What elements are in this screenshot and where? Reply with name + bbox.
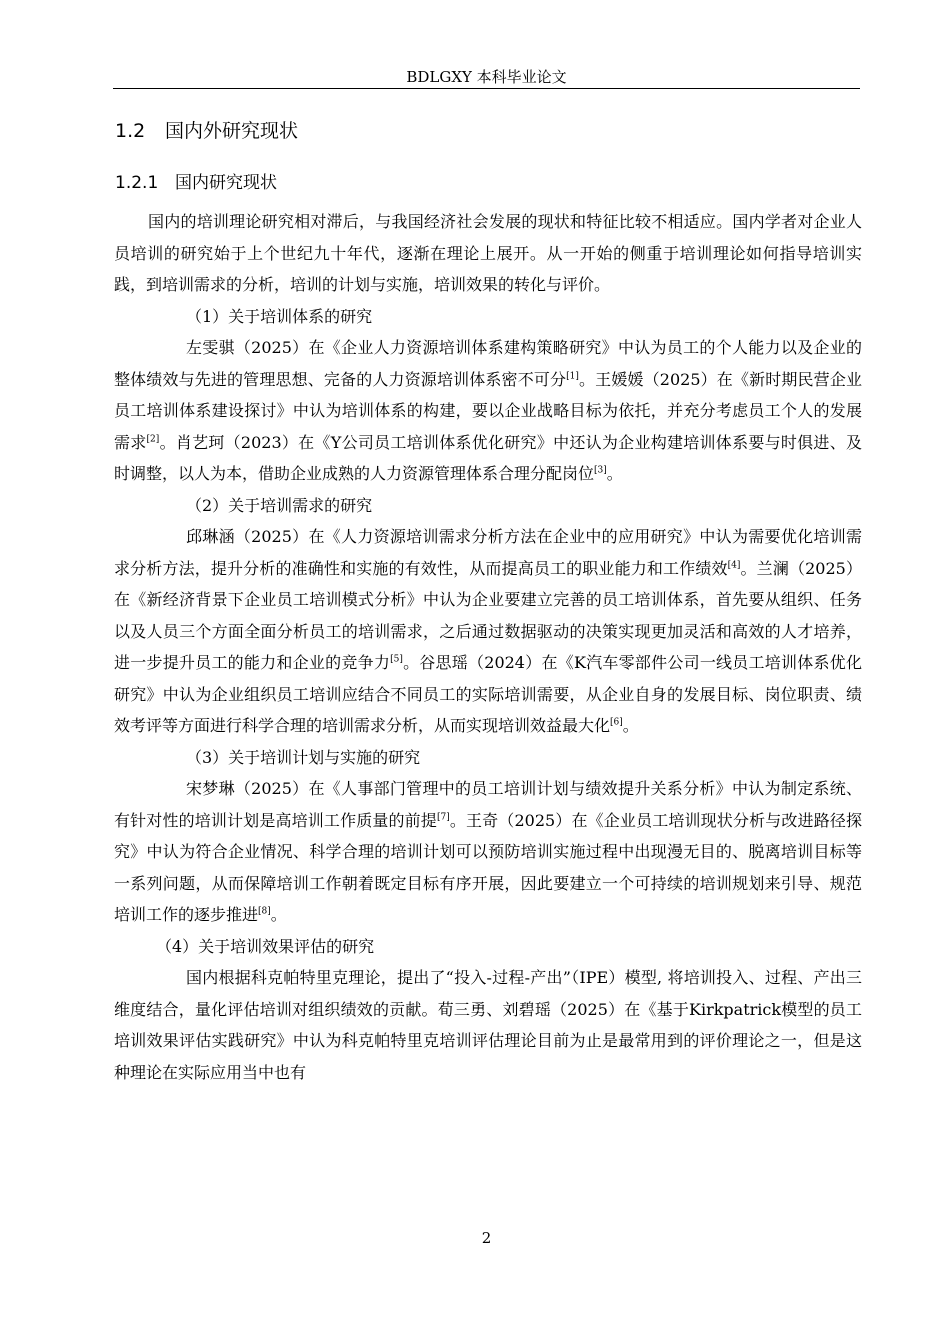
paragraph-training-plan: [114, 773, 862, 931]
header-rule: [113, 88, 860, 89]
subsection-title-training-system: （1）关于培训体系的研究: [186, 306, 373, 326]
page-number: 2: [481, 1229, 492, 1247]
section-heading-1-2: [115, 117, 298, 145]
citation-ref: [3]: [594, 465, 607, 476]
paragraph-text: 。谷思瑶（2024）在《K汽车零部件公司一线员工培训体系优化研究》中认为企业组织员工培训应结合不同员工的实际培训需要，从企业自身的发展目标、岗位职责、绩效考评等方面进行科学合理的培训需求分析，从而实现培训效益最大化: [114, 653, 862, 735]
paragraph-text: 。: [270, 905, 287, 924]
subsection-title-training-plan: （3）关于培训计划与实施的研究: [186, 747, 421, 767]
citation-ref: [7]: [436, 812, 450, 823]
paragraph-text: 。王奇（2025）在《企业员工培训现状分析与改进路径探究》中认为符合企业情况、科学合理的培训计划可以预防培训实施过程中出现漫无目的、脱离培训目标等一系列问题，从而保障培训工作朝着既定目标有序开展，因此要建立一个可持续的培训规划来引导、规范培训工作的逐步推进: [114, 810, 862, 924]
paragraph-text: 。: [622, 716, 639, 735]
paragraph-text: 。: [606, 464, 623, 483]
section-heading-1-2-1: [115, 169, 277, 197]
paragraph-training-needs: [114, 521, 862, 742]
paragraph-text: 邱琳涵（2025）在《人力资源培训需求分析方法在企业中的应用研究》中认为需要优化培训需求分析方法，提升分析的准确性和实施的有效性，从而提高员工的职业能力和工作绩效: [114, 527, 862, 578]
citation-ref: [2]: [146, 434, 160, 445]
citation-ref: [5]: [390, 654, 403, 665]
citation-ref: [4]: [727, 560, 741, 571]
citation-ref: [8]: [258, 906, 271, 917]
heading-title: 国内研究现状: [175, 173, 277, 193]
subsection-title-training-needs: （2）关于培训需求的研究: [186, 495, 373, 515]
paragraph-text: 。兰澜（2025）在《新经济背景下企业员工培训模式分析》中认为企业要建立完善的员工培训体系，首先要从组织、任务以及人员三个方面全面分析员工的培训需求，之后通过数据驱动的决策实现更加灵活和高效的人才培养，进一步提升员工的能力和企业的竞争力: [114, 558, 862, 672]
paragraph-training-system: [114, 332, 862, 490]
heading-title: 国内外研究现状: [165, 120, 299, 142]
page-header: BDLGXY 本科毕业论文: [406, 68, 567, 86]
citation-ref: [1]: [566, 371, 579, 382]
paragraph-text: 左雯骐（2025）在《企业人力资源培训体系建构策略研究》中认为员工的个人能力以及企业的整体绩效与先进的管理思想、完备的人力资源培训体系密不可分: [114, 338, 862, 389]
paragraph-text: 宋梦琳（2025）在《人事部门管理中的员工培训计划与绩效提升关系分析》中认为制定系统、 有针对性的培训计划是高培训工作质量的前提: [114, 779, 862, 830]
paragraph-text: 。肖艺珂（2023）在《Y公司员工培训体系优化研究》中还认为企业构建培训体系要与时俱进、及时调整，以人为本，借助企业成熟的人力资源管理体系合理分配岗位: [114, 432, 862, 483]
paragraph-text: 。王媛媛（2025）在《新时期民营企业员工培训体系建设探讨》中认为培训体系的构建，要以企业战略目标为依托，并充分考虑员工个人的发展需求: [114, 369, 862, 452]
intro-paragraph: 国内的培训理论研究相对滞后，与我国经济社会发展的现状和特征比较不相适应。国内学者对企业人员培训的研究始于上个世纪九十年代，逐渐在理论上展开。从一开始的侧重于培训理论如何指导培训实践，到培训需求的分析，培训的计划与实施，培训效果的转化与评价。: [114, 212, 862, 294]
heading-number: 1.2: [115, 120, 146, 142]
body-text: [114, 206, 862, 1088]
citation-ref: [6]: [610, 717, 623, 728]
subsection-title-training-evaluation: （4）关于培训效果评估的研究: [156, 936, 375, 956]
paragraph-training-evaluation: 国内根据科克帕特里克理论，提出了“投入-过程-产出”（IPE）模型, 将培训投入、过程、产出三维度结合，量化评估培训对组织绩效的贡献。荀三勇、刘碧瑶（2025）在《基于Kirkpatrick模型的员工培训效果评估实践研究》中认为科克帕特里克培训评估理论目前为止是最常用到的评价理论之一，但是这种理论在实际应用当中也有: [114, 968, 862, 1082]
heading-number: 1.2.1: [115, 173, 159, 193]
